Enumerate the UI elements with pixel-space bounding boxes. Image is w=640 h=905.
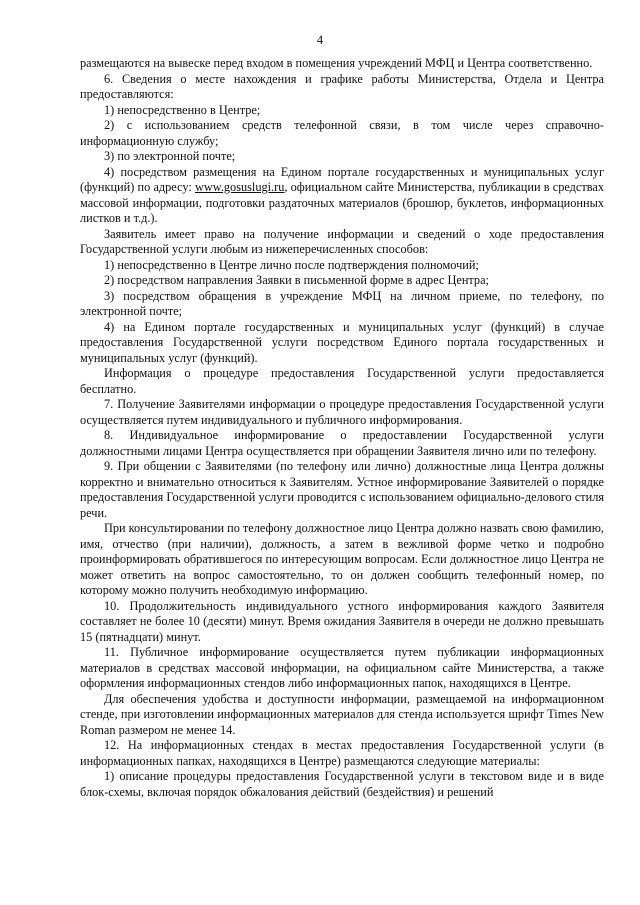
- gosuslugi-link[interactable]: www.gosuslugi.ru: [194, 180, 285, 194]
- paragraph: Для обеспечения удобства и доступности информации, размещаемой на информационном стенде, при изготовлении информационных материалов для стенда используется шрифт Times New Roman размером не менее 14.: [80, 691, 604, 737]
- list-item: 1) непосредственно в Центре;: [104, 102, 261, 117]
- document-body: [80, 56, 604, 800]
- list-item: 3) посредством обращения в учреждение МФЦ на личном приеме, по телефону, по электронной почте;: [80, 288, 604, 318]
- paragraph: 11. Публичное информирование осуществляется путем публикации информационных материалов в средствах массовой информации, на официальном сайте Министерства, а также оформления информационных стендов либо информационных папок, находящихся в Центре.: [80, 645, 604, 690]
- list-item: 2) с использованием средств телефонной связи, в том числе через справочно-информационную службу;: [80, 118, 604, 148]
- list-item: 3) по электронной почте;: [104, 149, 236, 163]
- list-item: 1) описание процедуры предоставления Государственной услуги в текстовом виде и в виде блок-схемы, включая порядок обжалования действий (бездействия) и решений: [80, 769, 604, 799]
- paragraph: размещаются на вывеске перед входом в помещения учреждений МФЦ и Центра соответственно.: [80, 56, 593, 70]
- paragraph-text: , официальном сайте Министерства, публикации в средствах массовой информации, подготовки раздаточных материалов (брошюр, буклетов, информационных листков и т.д.).: [80, 180, 605, 225]
- paragraph: 10. Продолжительность индивидуального устного информирования каждого Заявителя составляет не более 10 (десяти) минут. Время ожидания Заявителя в очереди не должно превышать 15 (пятнадцати) минут.: [80, 598, 604, 644]
- paragraph: 7. Получение Заявителями информации о процедуре предоставления Государственной услуги осуществляется путем индивидуального и публичного информирования.: [80, 397, 604, 427]
- list-item: 1) непосредственно в Центре лично после подтверждения полномочий;: [104, 257, 479, 272]
- paragraph: Информация о процедуре предоставления Государственной услуги предоставляется бесплатно.: [80, 366, 604, 396]
- list-item: [80, 165, 604, 227]
- list-item: 2) посредством направления Заявки в письменной форме в адрес Центра;: [104, 273, 489, 287]
- paragraph: 6. Сведения о месте нахождения и графике работы Министерства, Отдела и Центра предоставляются:: [80, 71, 604, 101]
- paragraph: При консультировании по телефону должностное лицо Центра должно назвать свою фамилию, имя, отчество (при наличии), должность, а затем в вежливой форме четко и подробно проинформировать обратившегося по интересующим вопросам. Если должностное лицо Центра не может ответить на вопрос самостоятельно, то он должен сообщить телефонный номер, по которому можно получить необходимую информацию.: [80, 521, 604, 597]
- paragraph: 8. Индивидуальное информирование о предоставлении Государственной услуги должностными лицами Центра осуществляется при обращении Заявителя лично или по телефону.: [80, 428, 604, 458]
- list-item: 4) на Едином портале государственных и муниципальных услуг (функций) в случае предоставления Государственной услуги посредством Единого портала государственных и муниципальных услуг (функций).: [80, 319, 604, 365]
- paragraph: 12. На информационных стендах в местах предоставления Государственной услуги (в информационных папках, находящихся в Центре) размещаются следующие материалы:: [80, 738, 604, 768]
- paragraph: Заявитель имеет право на получение информации и сведений о ходе предоставления Государственной услуги любым из нижеперечисленных способов:: [80, 226, 604, 256]
- paragraph-text: 4) посредством размещения на Едином портале государственных и муниципальных услуг (функций) по адресу:: [80, 164, 604, 194]
- page-number: 4: [316, 33, 324, 47]
- paragraph: 9. При общении с Заявителями (по телефону или лично) должностные лица Центра должны корректно и внимательно относиться к Заявителям. Устное информирование Заявителей о порядке предоставления Государственной услуги проводится с использованием официально-делового стиля речи.: [80, 459, 604, 520]
